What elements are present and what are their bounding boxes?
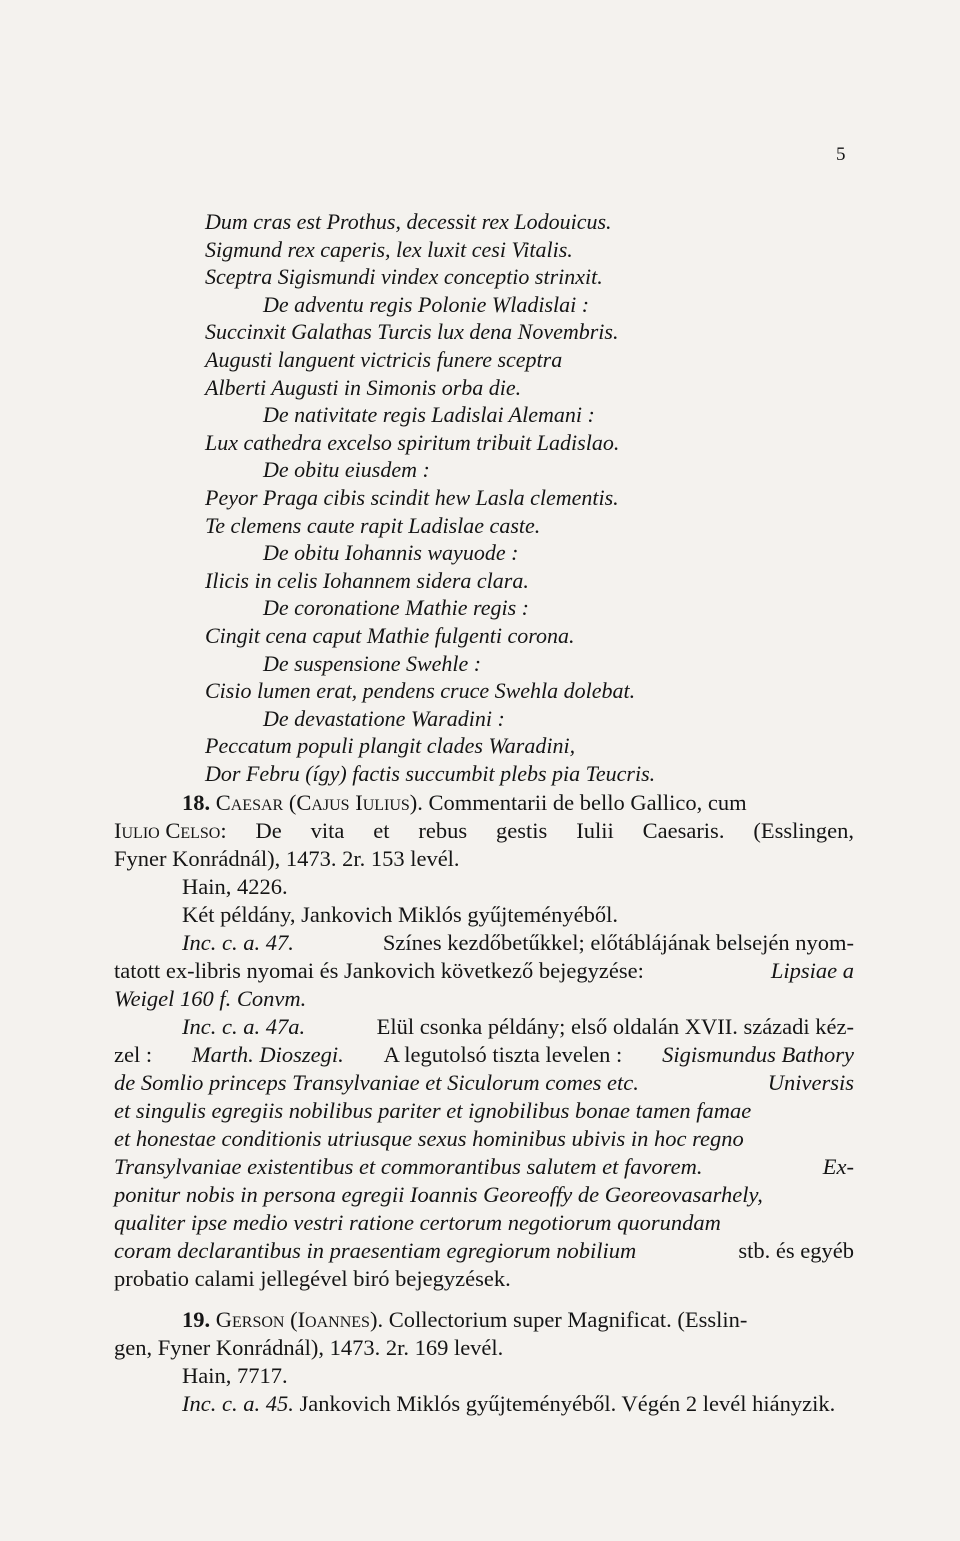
note-segment: et honestae conditionis utriusque sexus hominibus ubivis in hoc regno <box>114 1126 744 1151</box>
entry-author: Gerson (Ioannes). <box>215 1307 384 1332</box>
title-word: Caesaris. <box>642 818 725 843</box>
entry-note-line <box>114 1209 854 1237</box>
entry-note-line <box>114 1125 854 1153</box>
verse-line: Dor Febru (így) factis succumbit plebs pia Teucris. <box>205 760 656 786</box>
title-word: (Esslingen, <box>753 818 854 843</box>
title-word: Iulii <box>576 818 614 843</box>
verse-heading: De obitu eiusdem : <box>263 457 430 483</box>
verse-line: Te clemens caute rapit Ladislae caste. <box>205 512 541 538</box>
entry-imprint: gen, Fyner Konrádnál), 1473. 2r. 169 levél. <box>114 1335 504 1360</box>
note-segment: zel : <box>114 1042 153 1067</box>
note-segment: probatio calami jellegével biró bejegyzések. <box>114 1266 511 1291</box>
note-segment: Marth. Dioszegi. <box>191 1042 344 1067</box>
verse-block <box>205 208 905 787</box>
entry-hain: Hain, 4226. <box>182 874 288 899</box>
verse-line: Peccatum populi plangit clades Waradini, <box>205 733 576 759</box>
title-word: rebus <box>418 818 468 843</box>
entry-note-line <box>114 957 854 985</box>
note-segment: Sigismundus Bathory <box>662 1042 854 1067</box>
entry-author: Caesar (Cajus Iulius). <box>215 790 423 815</box>
note-segment: Inc. c. a. 47a. <box>182 1014 306 1039</box>
verse-heading: De devastatione Waradini : <box>263 705 505 731</box>
title-word: De <box>255 818 282 843</box>
entry-imprint: Fyner Konrádnál), 1473. 2r. 153 levél. <box>114 846 460 871</box>
entry-note-line <box>114 929 854 957</box>
verse-line: Sigmund rex caperis, lex luxit cesi Vitalis. <box>205 236 573 262</box>
verse-heading: De coronatione Mathie regis : <box>263 595 529 621</box>
note-segment: Universis <box>767 1070 854 1095</box>
verse-line: Succinxit Galathas Turcis lux dena Novembris. <box>205 319 619 345</box>
shelfmark: Inc. c. a. 47. <box>182 930 294 955</box>
entry-number: 19. <box>182 1307 211 1332</box>
verse-line: Dum cras est Prothus, decessit rex Lodouicus. <box>205 209 612 234</box>
entry-number: 18. <box>182 790 211 815</box>
verse-heading: De obitu Iohannis wayuode : <box>263 540 519 566</box>
verse-line: Sceptra Sigismundi vindex conceptio strinxit. <box>205 264 603 290</box>
note-segment: Transylvaniae existentibus et commorantibus salutem et favorem. <box>114 1154 703 1179</box>
entry-note-line <box>114 985 854 1013</box>
note-segment: et singulis egregiis nobilibus pariter et ignobilibus bonae tamen famae <box>114 1098 752 1123</box>
note-segment: ponitur nobis in persona egregii Ioannis Georeoffy de Georeovasarhely, <box>114 1182 763 1207</box>
note-text: tatott ex-libris nyomai és Jankovich következő bejegyzése: <box>114 958 644 983</box>
verse-line: Peyor Praga cibis scindit hew Lasla clementis. <box>205 484 619 510</box>
note-segment: qualiter ipse medio vestri ratione certorum negotiorum quorundam <box>114 1210 721 1235</box>
verse-line: Ilicis in celis Iohannem sidera clara. <box>205 567 529 593</box>
entry-note-line <box>114 1265 854 1293</box>
entry-note-line <box>114 1390 854 1418</box>
note-latin: Weigel <box>114 986 175 1011</box>
note-text: Jankovich Miklós gyűjteményéből. Végén 2 levél hiányzik. <box>299 1391 836 1416</box>
verse-line: Alberti Augusti in Simonis orba die. <box>205 374 522 400</box>
catalog-entry-19 <box>114 1306 854 1418</box>
verse-line: Lux cathedra excelso spiritum tribuit Ladislao. <box>205 429 620 455</box>
shelfmark: Inc. c. a. 45. <box>182 1391 294 1416</box>
title-word: et <box>373 818 390 843</box>
note-latin: Lipsiae a <box>770 958 854 983</box>
title-word: gestis <box>496 818 548 843</box>
entry-note-2 <box>114 1013 854 1293</box>
page-number: 5 <box>836 144 846 165</box>
entry-coauthor: Iulio Celso: <box>114 818 227 843</box>
note-text: Színes kezdőbetűkkel; előtáblájának belsején nyom- <box>382 930 854 955</box>
entry-note-line <box>114 1041 854 1069</box>
verse-heading: De adventu regis Polonie Wladislai : <box>263 291 590 317</box>
note-latin: 160 f. <box>180 986 232 1011</box>
verse-heading: De suspensione Swehle : <box>263 650 482 676</box>
note-segment: Ex- <box>822 1154 854 1179</box>
note-latin: Convm. <box>236 986 307 1011</box>
entry-title: Collectorium super Magnificat. (Esslin- <box>388 1307 748 1332</box>
note-segment: Elül csonka példány; első oldalán XVII. századi kéz- <box>376 1014 854 1039</box>
verse-heading: De nativitate regis Ladislai Alemani : <box>263 402 595 428</box>
entry-title-line <box>114 817 854 845</box>
entry-note-line <box>114 1181 854 1209</box>
verse-line: Cisio lumen erat, pendens cruce Swehla dolebat. <box>205 678 636 704</box>
verse-line: Cingit cena caput Mathie fulgenti corona. <box>205 622 575 648</box>
entry-note-line <box>114 1097 854 1125</box>
note-segment: de Somlio princeps Transylvaniae et Siculorum comes etc. <box>114 1070 639 1095</box>
entry-hain: Hain, 7717. <box>182 1363 288 1388</box>
entry-copies: Két példány, Jankovich Miklós gyűjteményéből. <box>182 902 618 927</box>
title-word: vita <box>310 818 345 843</box>
entry-title: Commentarii de bello Gallico, cum <box>428 790 747 815</box>
entry-note-line <box>114 1069 854 1097</box>
catalog-entry-18 <box>114 789 854 1293</box>
entry-note-line <box>114 1153 854 1181</box>
note-segment: stb. és egyéb <box>738 1238 854 1263</box>
verse-line: Augusti languent victricis funere sceptra <box>205 346 563 372</box>
note-segment: coram declarantibus in praesentiam egregiorum nobilium <box>114 1238 637 1263</box>
entry-note-line <box>114 1237 854 1265</box>
note-segment: A legutolsó tiszta levelen : <box>383 1042 623 1067</box>
entry-note-line <box>114 1013 854 1041</box>
